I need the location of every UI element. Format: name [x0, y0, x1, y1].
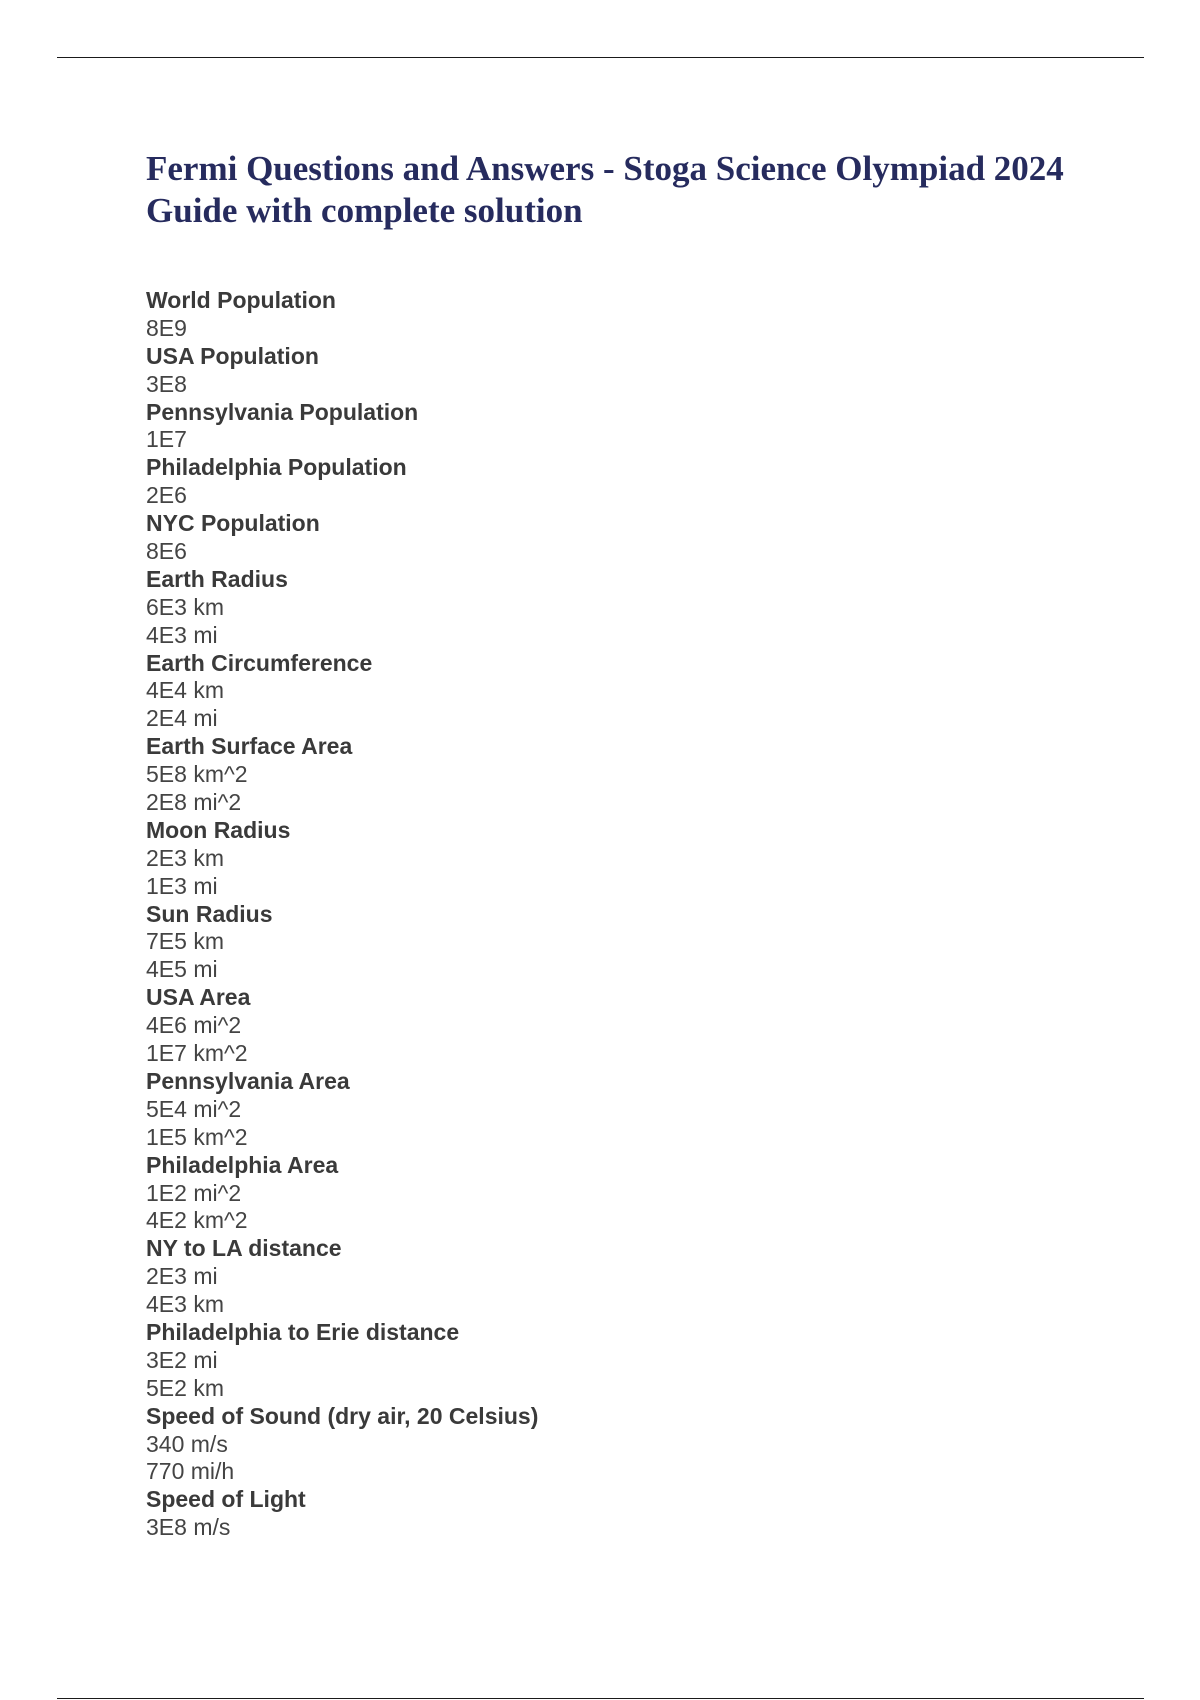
- fact-entry: [146, 901, 1046, 985]
- fact-entry: [146, 650, 1046, 734]
- fact-entry: [146, 287, 1046, 343]
- fact-value: 3E8: [146, 370, 187, 397]
- fact-label: NYC Population: [146, 510, 320, 537]
- fact-value: 2E3 mi: [146, 1263, 218, 1290]
- fact-value: 1E5 km^2: [146, 1123, 248, 1150]
- fact-label: Sun Radius: [146, 900, 273, 927]
- fact-entry: [146, 1235, 1046, 1319]
- fact-entry: [146, 454, 1046, 510]
- fact-value: 5E2 km: [146, 1374, 224, 1401]
- fact-list: [146, 287, 1046, 1542]
- bottom-rule: [57, 1698, 1144, 1699]
- fact-entry: [146, 566, 1046, 650]
- fact-value: 4E5 mi: [146, 956, 218, 983]
- fact-value: 8E6: [146, 538, 187, 565]
- fact-entry: [146, 1403, 1046, 1487]
- fact-label: NY to LA distance: [146, 1235, 342, 1262]
- fact-value: 340 m/s: [146, 1430, 228, 1457]
- fact-value: 4E3 mi: [146, 621, 218, 648]
- top-rule: [57, 57, 1144, 58]
- fact-entry: [146, 984, 1046, 1068]
- fact-label: Philadelphia to Erie distance: [146, 1318, 460, 1345]
- fact-value: 3E2 mi: [146, 1346, 218, 1373]
- fact-value: 1E2 mi^2: [146, 1179, 242, 1206]
- document-title: Fermi Questions and Answers - Stoga Science Olympiad 2024 Guide with complete solution: [146, 149, 1064, 230]
- fact-entry: [146, 399, 1046, 455]
- fact-entry: [146, 733, 1046, 817]
- fact-value: 3E8 m/s: [146, 1514, 231, 1541]
- fact-value: 4E3 km: [146, 1291, 224, 1318]
- fact-value: 6E3 km: [146, 593, 224, 620]
- fact-entry: [146, 1152, 1046, 1236]
- fact-entry: [146, 510, 1046, 566]
- fact-value: 4E6 mi^2: [146, 1012, 242, 1039]
- fact-label: Speed of Sound (dry air, 20 Celsius): [146, 1402, 539, 1429]
- fact-label: Pennsylvania Population: [146, 398, 419, 425]
- fact-value: 1E7 km^2: [146, 1040, 248, 1067]
- fact-label: USA Area: [146, 984, 251, 1011]
- fact-label: Moon Radius: [146, 816, 291, 843]
- fact-value: 8E9: [146, 314, 187, 341]
- fact-label: World Population: [146, 287, 336, 313]
- fact-value: 2E3 km: [146, 844, 224, 871]
- fact-label: Philadelphia Population: [146, 454, 407, 481]
- fact-label: Pennsylvania Area: [146, 1067, 350, 1094]
- fact-label: Philadelphia Area: [146, 1151, 339, 1178]
- fact-entry: [146, 1068, 1046, 1152]
- fact-value: 5E8 km^2: [146, 761, 248, 788]
- fact-value: 1E3 mi: [146, 872, 218, 899]
- fact-value: 1E7: [146, 426, 187, 453]
- fact-label: Speed of Light: [146, 1486, 306, 1513]
- fact-label: Earth Circumference: [146, 649, 373, 676]
- fact-value: 2E4 mi: [146, 705, 218, 732]
- fact-value: 7E5 km: [146, 928, 224, 955]
- fact-entry: [146, 1486, 1046, 1542]
- fact-value: 770 mi/h: [146, 1458, 235, 1485]
- fact-entry: [146, 1319, 1046, 1403]
- fact-value: 2E6: [146, 482, 187, 509]
- fact-value: 5E4 mi^2: [146, 1095, 242, 1122]
- fact-label: Earth Radius: [146, 565, 288, 592]
- fact-entry: [146, 817, 1046, 901]
- fact-entry: [146, 343, 1046, 399]
- fact-value: 4E2 km^2: [146, 1207, 248, 1234]
- fact-label: USA Population: [146, 342, 319, 369]
- fact-value: 4E4 km: [146, 677, 224, 704]
- fact-label: Earth Surface Area: [146, 733, 353, 760]
- fact-value: 2E8 mi^2: [146, 789, 242, 816]
